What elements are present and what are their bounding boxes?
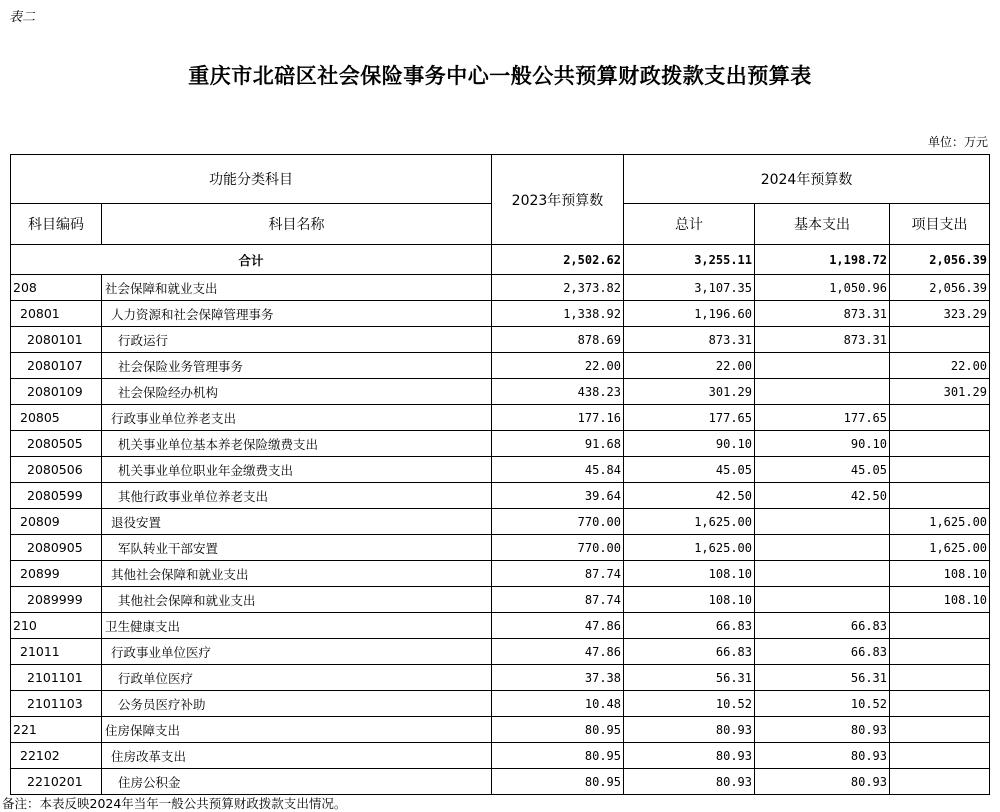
- cell-project: 1,625.00: [890, 509, 990, 535]
- total-b2023: 2,502.62: [492, 245, 624, 275]
- table-row: [11, 457, 990, 483]
- cell-total: 873.31: [624, 327, 755, 353]
- cell-basic: [755, 587, 890, 613]
- cell-total: 3,107.35: [624, 275, 755, 301]
- cell-project: [890, 405, 990, 431]
- cell-total: 66.83: [624, 613, 755, 639]
- cell-project: 2,056.39: [890, 275, 990, 301]
- cell-project: [890, 665, 990, 691]
- cell-budget-2023: 37.38: [492, 665, 624, 691]
- cell-name: 社会保险经办机构: [102, 379, 492, 405]
- cell-name: 军队转业干部安置: [102, 535, 492, 561]
- table-row: [11, 639, 990, 665]
- total-label: 合计: [11, 245, 492, 275]
- cell-code: 20899: [11, 561, 102, 587]
- header-budget-2023: 2023年预算数: [492, 155, 624, 245]
- table-number-label: 表二: [9, 10, 36, 25]
- cell-basic: 1,050.96: [755, 275, 890, 301]
- cell-name: 机关事业单位基本养老保险缴费支出: [102, 431, 492, 457]
- cell-basic: 45.05: [755, 457, 890, 483]
- total-row: [11, 245, 990, 275]
- cell-code: 20809: [11, 509, 102, 535]
- cell-code: 2080505: [11, 431, 102, 457]
- cell-budget-2023: 878.69: [492, 327, 624, 353]
- cell-basic: 10.52: [755, 691, 890, 717]
- cell-code: 20805: [11, 405, 102, 431]
- cell-name: 住房公积金: [102, 769, 492, 795]
- cell-total: 10.52: [624, 691, 755, 717]
- budget-table: [10, 154, 990, 795]
- table-row: [11, 327, 990, 353]
- cell-name: 行政事业单位养老支出: [102, 405, 492, 431]
- cell-budget-2023: 1,338.92: [492, 301, 624, 327]
- cell-code: 2089999: [11, 587, 102, 613]
- cell-basic: 42.50: [755, 483, 890, 509]
- cell-code: 2101103: [11, 691, 102, 717]
- cell-project: [890, 431, 990, 457]
- cell-name: 行政运行: [102, 327, 492, 353]
- cell-project: 301.29: [890, 379, 990, 405]
- cell-basic: [755, 535, 890, 561]
- cell-project: [890, 691, 990, 717]
- cell-basic: 56.31: [755, 665, 890, 691]
- cell-name: 行政单位医疗: [102, 665, 492, 691]
- table-row: [11, 665, 990, 691]
- cell-name: 公务员医疗补助: [102, 691, 492, 717]
- cell-basic: 80.93: [755, 743, 890, 769]
- cell-total: 1,625.00: [624, 535, 755, 561]
- cell-name: 住房改革支出: [102, 743, 492, 769]
- cell-project: [890, 327, 990, 353]
- cell-project: 22.00: [890, 353, 990, 379]
- cell-total: 1,196.60: [624, 301, 755, 327]
- table-row: [11, 587, 990, 613]
- cell-project: [890, 457, 990, 483]
- cell-code: 208: [11, 275, 102, 301]
- cell-project: [890, 743, 990, 769]
- cell-name: 其他行政事业单位养老支出: [102, 483, 492, 509]
- cell-code: 22102: [11, 743, 102, 769]
- cell-budget-2023: 91.68: [492, 431, 624, 457]
- cell-code: 2080506: [11, 457, 102, 483]
- cell-budget-2023: 87.74: [492, 561, 624, 587]
- cell-code: 2101101: [11, 665, 102, 691]
- header-budget-2024: 2024年预算数: [624, 155, 990, 204]
- unit-label: 单位：万元: [927, 135, 988, 149]
- cell-code: 20801: [11, 301, 102, 327]
- cell-basic: 873.31: [755, 327, 890, 353]
- cell-code: 2080109: [11, 379, 102, 405]
- table-row: [11, 743, 990, 769]
- cell-basic: 873.31: [755, 301, 890, 327]
- cell-total: 56.31: [624, 665, 755, 691]
- cell-total: 66.83: [624, 639, 755, 665]
- cell-basic: 66.83: [755, 639, 890, 665]
- cell-budget-2023: 770.00: [492, 535, 624, 561]
- cell-basic: [755, 561, 890, 587]
- cell-budget-2023: 80.95: [492, 717, 624, 743]
- table-row: [11, 691, 990, 717]
- header-total: 总计: [624, 204, 755, 245]
- table-row: [11, 379, 990, 405]
- header-code: 科目编码: [11, 204, 102, 245]
- cell-name: 退役安置: [102, 509, 492, 535]
- cell-name: 机关事业单位职业年金缴费支出: [102, 457, 492, 483]
- cell-budget-2023: 45.84: [492, 457, 624, 483]
- cell-budget-2023: 47.86: [492, 613, 624, 639]
- cell-basic: 66.83: [755, 613, 890, 639]
- cell-name: 卫生健康支出: [102, 613, 492, 639]
- cell-project: [890, 639, 990, 665]
- cell-name: 社会保险业务管理事务: [102, 353, 492, 379]
- table-body: [11, 245, 990, 795]
- cell-budget-2023: 22.00: [492, 353, 624, 379]
- cell-total: 80.93: [624, 743, 755, 769]
- total-project: 2,056.39: [890, 245, 990, 275]
- total-basic: 1,198.72: [755, 245, 890, 275]
- cell-budget-2023: 10.48: [492, 691, 624, 717]
- cell-project: 108.10: [890, 561, 990, 587]
- cell-total: 90.10: [624, 431, 755, 457]
- header-category-group: 功能分类科目: [11, 155, 492, 204]
- cell-total: 301.29: [624, 379, 755, 405]
- cell-project: [890, 769, 990, 795]
- cell-budget-2023: 2,373.82: [492, 275, 624, 301]
- cell-basic: [755, 379, 890, 405]
- table-row: [11, 483, 990, 509]
- header-basic: 基本支出: [755, 204, 890, 245]
- cell-name: 其他社会保障和就业支出: [102, 587, 492, 613]
- cell-project: 323.29: [890, 301, 990, 327]
- cell-basic: 177.65: [755, 405, 890, 431]
- cell-total: 42.50: [624, 483, 755, 509]
- cell-basic: 90.10: [755, 431, 890, 457]
- table-row: [11, 717, 990, 743]
- cell-project: [890, 483, 990, 509]
- table-row: [11, 405, 990, 431]
- header-name: 科目名称: [102, 204, 492, 245]
- table-row: [11, 535, 990, 561]
- cell-budget-2023: 87.74: [492, 587, 624, 613]
- total-total: 3,255.11: [624, 245, 755, 275]
- cell-total: 108.10: [624, 587, 755, 613]
- cell-basic: 80.93: [755, 769, 890, 795]
- cell-budget-2023: 770.00: [492, 509, 624, 535]
- cell-name: 行政事业单位医疗: [102, 639, 492, 665]
- page-title: 重庆市北碚区社会保险事务中心一般公共预算财政拨款支出预算表: [188, 64, 812, 88]
- table-row: [11, 353, 990, 379]
- cell-total: 177.65: [624, 405, 755, 431]
- cell-total: 1,625.00: [624, 509, 755, 535]
- cell-code: 221: [11, 717, 102, 743]
- table-row: [11, 613, 990, 639]
- cell-total: 22.00: [624, 353, 755, 379]
- cell-project: 108.10: [890, 587, 990, 613]
- cell-code: 2080107: [11, 353, 102, 379]
- cell-name: 住房保障支出: [102, 717, 492, 743]
- cell-code: 210: [11, 613, 102, 639]
- cell-project: [890, 717, 990, 743]
- cell-code: 2080905: [11, 535, 102, 561]
- cell-budget-2023: 438.23: [492, 379, 624, 405]
- cell-code: 2210201: [11, 769, 102, 795]
- cell-name: 社会保障和就业支出: [102, 275, 492, 301]
- header-project: 项目支出: [890, 204, 990, 245]
- table-row: [11, 431, 990, 457]
- cell-basic: [755, 509, 890, 535]
- cell-budget-2023: 80.95: [492, 769, 624, 795]
- cell-budget-2023: 80.95: [492, 743, 624, 769]
- footnote: 备注：本表反映2024年当年一般公共预算财政拨款支出情况。: [2, 796, 347, 811]
- cell-budget-2023: 39.64: [492, 483, 624, 509]
- cell-code: 2080599: [11, 483, 102, 509]
- cell-project: 1,625.00: [890, 535, 990, 561]
- table-row: [11, 769, 990, 795]
- table-row: [11, 561, 990, 587]
- cell-basic: 80.93: [755, 717, 890, 743]
- table-row: [11, 301, 990, 327]
- table-row: [11, 275, 990, 301]
- cell-project: [890, 613, 990, 639]
- cell-name: 人力资源和社会保障管理事务: [102, 301, 492, 327]
- cell-code: 21011: [11, 639, 102, 665]
- cell-total: 108.10: [624, 561, 755, 587]
- cell-basic: [755, 353, 890, 379]
- cell-name: 其他社会保障和就业支出: [102, 561, 492, 587]
- cell-budget-2023: 47.86: [492, 639, 624, 665]
- cell-total: 45.05: [624, 457, 755, 483]
- cell-budget-2023: 177.16: [492, 405, 624, 431]
- cell-total: 80.93: [624, 769, 755, 795]
- cell-code: 2080101: [11, 327, 102, 353]
- table-row: [11, 509, 990, 535]
- cell-total: 80.93: [624, 717, 755, 743]
